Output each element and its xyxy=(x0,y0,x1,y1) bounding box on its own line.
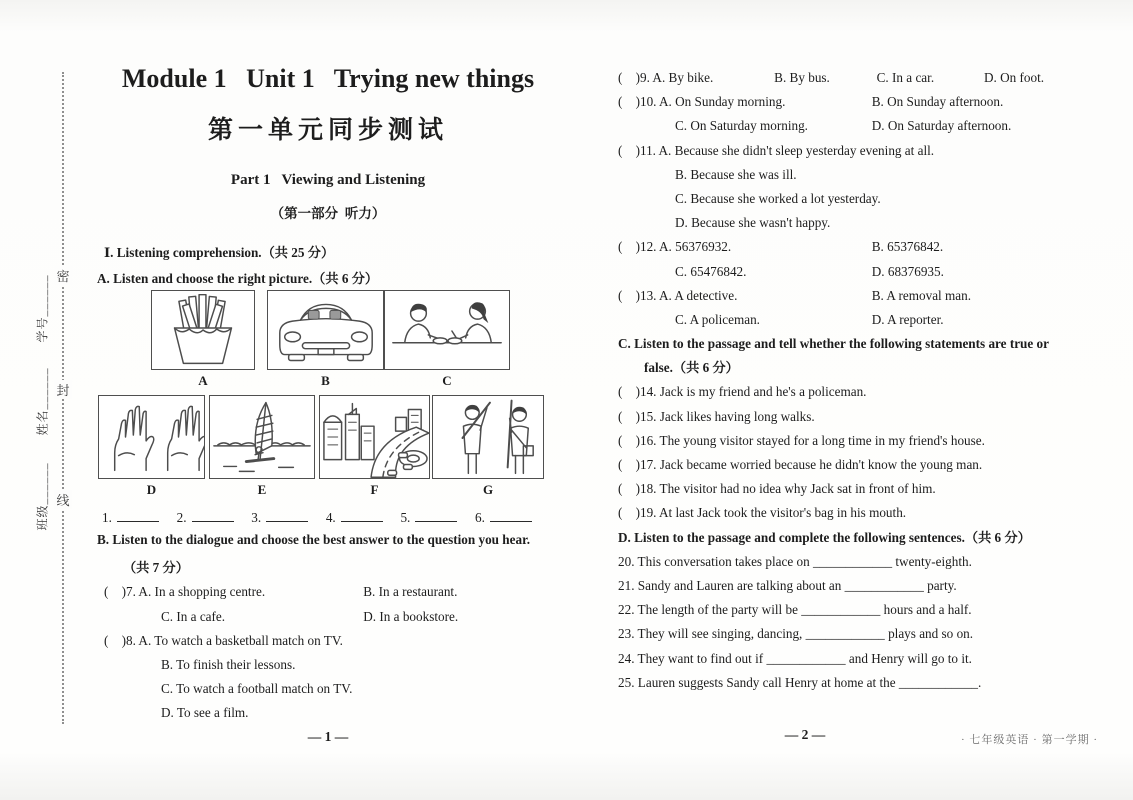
picture-label: E xyxy=(257,482,267,497)
picture-option-e xyxy=(209,395,315,498)
blank-line xyxy=(266,508,308,522)
question-8-option-d: D. To see a film. xyxy=(161,705,249,720)
picture-label: D xyxy=(146,482,157,497)
right-page xyxy=(618,66,1106,695)
q7-option-d: D. In a bookstore. xyxy=(363,609,459,624)
windsurfing-icon xyxy=(209,395,315,479)
section-c-heading-line-1: C. Listen to the passage and tell whether the following statements are true or xyxy=(618,336,1049,352)
blank-line xyxy=(490,508,532,522)
q9-option-c: C. In a car. xyxy=(876,70,935,85)
answer-blank-row xyxy=(102,508,532,526)
seal-char-xian: 线 xyxy=(54,490,72,509)
part-heading-chinese: （第一部分 听力） xyxy=(270,206,386,221)
q7-option-b: B. In a restaurant. xyxy=(363,584,458,599)
question-9-row xyxy=(618,66,1106,90)
q12-option-a: ( )12. A. 56376932. xyxy=(618,239,732,255)
picture-option-g xyxy=(432,395,544,498)
section-d-heading: D. Listen to the passage and complete the following sentences.（共 6 分） xyxy=(618,529,1031,545)
page-title: Module 1 Unit 1 Trying new things xyxy=(121,64,535,93)
picture-option-b xyxy=(267,290,384,389)
q10-option-a: ( )10. A. On Sunday morning. xyxy=(618,94,786,110)
picture-option-a xyxy=(151,290,255,389)
answer-blank-4: 4. xyxy=(326,508,383,526)
car-front-icon xyxy=(267,290,384,370)
sentence-25: 25. Lauren suggests Sandy call Henry at home at the ____________. xyxy=(618,674,982,690)
sentence-22: 22. The length of the party will be ____________ hours and a half. xyxy=(618,602,972,618)
sentence-24: 24. They want to find out if ____________ and Henry will go to it. xyxy=(618,650,972,666)
q9-option-d: D. On foot. xyxy=(983,70,1045,85)
picture-label: F xyxy=(370,482,379,497)
statement-15: ( )15. Jack likes having long walks. xyxy=(618,408,815,424)
q12-option-c: C. 65476842. xyxy=(675,263,747,279)
picture-label: A xyxy=(198,373,208,388)
french-fries-icon xyxy=(151,290,255,370)
class-field: 班级______ xyxy=(35,462,50,531)
question-12-row-1 xyxy=(618,235,1106,259)
answer-blank-3: 3. xyxy=(251,508,308,526)
student-number-field: 学号______ xyxy=(35,274,50,343)
section-c-heading-line-2: false.（共 6 分） xyxy=(644,360,739,376)
section-i-heading: Ⅰ. Listening comprehension.（共 25 分） xyxy=(104,245,335,260)
section-b-heading: B. Listen to the dialogue and choose the best answer to the question you hear. xyxy=(97,532,531,547)
question-11-option-c: C. Because she worked a lot yesterday. xyxy=(675,190,881,206)
answer-blank-5: 5. xyxy=(400,508,457,526)
q13-option-a: ( )13. A. A detective. xyxy=(618,287,738,303)
statement-17: ( )17. Jack became worried because he didn't know the young man. xyxy=(618,457,983,472)
sentence-23: 23. They will see singing, dancing, ____________ plays and so on. xyxy=(618,626,974,642)
picture-label: G xyxy=(482,482,494,497)
answer-blank-6: 6. xyxy=(475,508,532,526)
question-7-row-2 xyxy=(104,609,567,625)
answer-blank-2: 2. xyxy=(177,508,234,526)
picture-option-c xyxy=(384,290,510,389)
section-b-points: （共 7 分） xyxy=(123,560,189,575)
q7-option-c: C. In a cafe. xyxy=(161,609,226,624)
statement-14: ( )14. Jack is my friend and he's a policeman. xyxy=(618,384,867,400)
blank-line xyxy=(192,508,234,522)
q12-option-b: B. 65376842. xyxy=(871,239,944,255)
question-8-option-c: C. To watch a football match on TV. xyxy=(161,681,353,696)
picture-option-f xyxy=(319,395,430,498)
question-8-option-b: B. To finish their lessons. xyxy=(161,657,296,672)
question-13-row-2 xyxy=(618,308,1106,332)
city-road-icon xyxy=(319,395,430,479)
left-page xyxy=(85,0,571,800)
student-name-field: 姓名______ xyxy=(35,367,50,436)
question-7-row-1 xyxy=(104,584,567,600)
sentence-20: 20. This conversation takes place on ____________ twenty-eighth. xyxy=(618,553,972,569)
q12-option-d: D. 68376935. xyxy=(871,263,944,279)
section-a-heading: A. Listen and choose the right picture.（共 6 分） xyxy=(97,271,379,286)
part-heading: Part 1 Viewing and Listening xyxy=(230,172,426,188)
q9-option-b: B. By bus. xyxy=(774,70,830,85)
edition-footer: · 七年级英语 · 第一学期 · xyxy=(961,734,1098,746)
blank-line xyxy=(341,508,383,522)
page-number-2: — 2 — xyxy=(784,727,826,742)
question-11-option-b: B. Because she was ill. xyxy=(675,166,797,182)
q10-option-b: B. On Sunday afternoon. xyxy=(871,94,1004,110)
question-11-option-d: D. Because she wasn't happy. xyxy=(675,215,831,231)
seal-char-mi: 密 xyxy=(54,266,72,285)
q10-option-d: D. On Saturday afternoon. xyxy=(871,118,1012,134)
q13-option-b: B. A removal man. xyxy=(871,287,972,303)
blank-line xyxy=(415,508,457,522)
sentence-21: 21. Sandy and Lauren are talking about an ____________ party. xyxy=(618,577,957,593)
two-people-with-poles-icon xyxy=(432,395,544,479)
seal-char-feng: 封 xyxy=(54,380,72,399)
q10-option-c: C. On Saturday morning. xyxy=(675,118,808,134)
q7-option-a: ( )7. A. In a shopping centre. xyxy=(104,584,266,599)
question-10-row-1 xyxy=(618,90,1106,114)
picture-option-d xyxy=(98,395,205,498)
statement-19: ( )19. At last Jack took the visitor's bag in his mouth. xyxy=(618,505,907,521)
question-11-option-a: ( )11. A. Because she didn't sleep yesterday evening at all. xyxy=(618,142,935,158)
q9-option-a: ( )9. A. By bike. xyxy=(618,70,714,85)
girls-dining-icon xyxy=(384,290,510,370)
question-12-row-2 xyxy=(618,260,1106,284)
answer-blank-1: 1. xyxy=(102,508,159,526)
question-10-row-2 xyxy=(618,114,1106,138)
question-8-option-a: ( )8. A. To watch a basketball match on TV. xyxy=(104,633,343,648)
page-number-1: — 1 — xyxy=(307,729,349,744)
picture-label: B xyxy=(321,373,330,388)
q13-option-c: C. A policeman. xyxy=(675,311,760,327)
two-hands-icon xyxy=(98,395,205,479)
question-13-row-1 xyxy=(618,284,1106,308)
picture-label: C xyxy=(442,373,452,388)
q13-option-d: D. A reporter. xyxy=(871,311,944,327)
page-title-chinese: 第一单元同步测试 xyxy=(207,117,448,144)
statement-18: ( )18. The visitor had no idea why Jack sat in front of him. xyxy=(618,481,936,497)
blank-line xyxy=(117,508,159,522)
statement-16: ( )16. The young visitor stayed for a long time in my friend's house. xyxy=(618,432,985,448)
